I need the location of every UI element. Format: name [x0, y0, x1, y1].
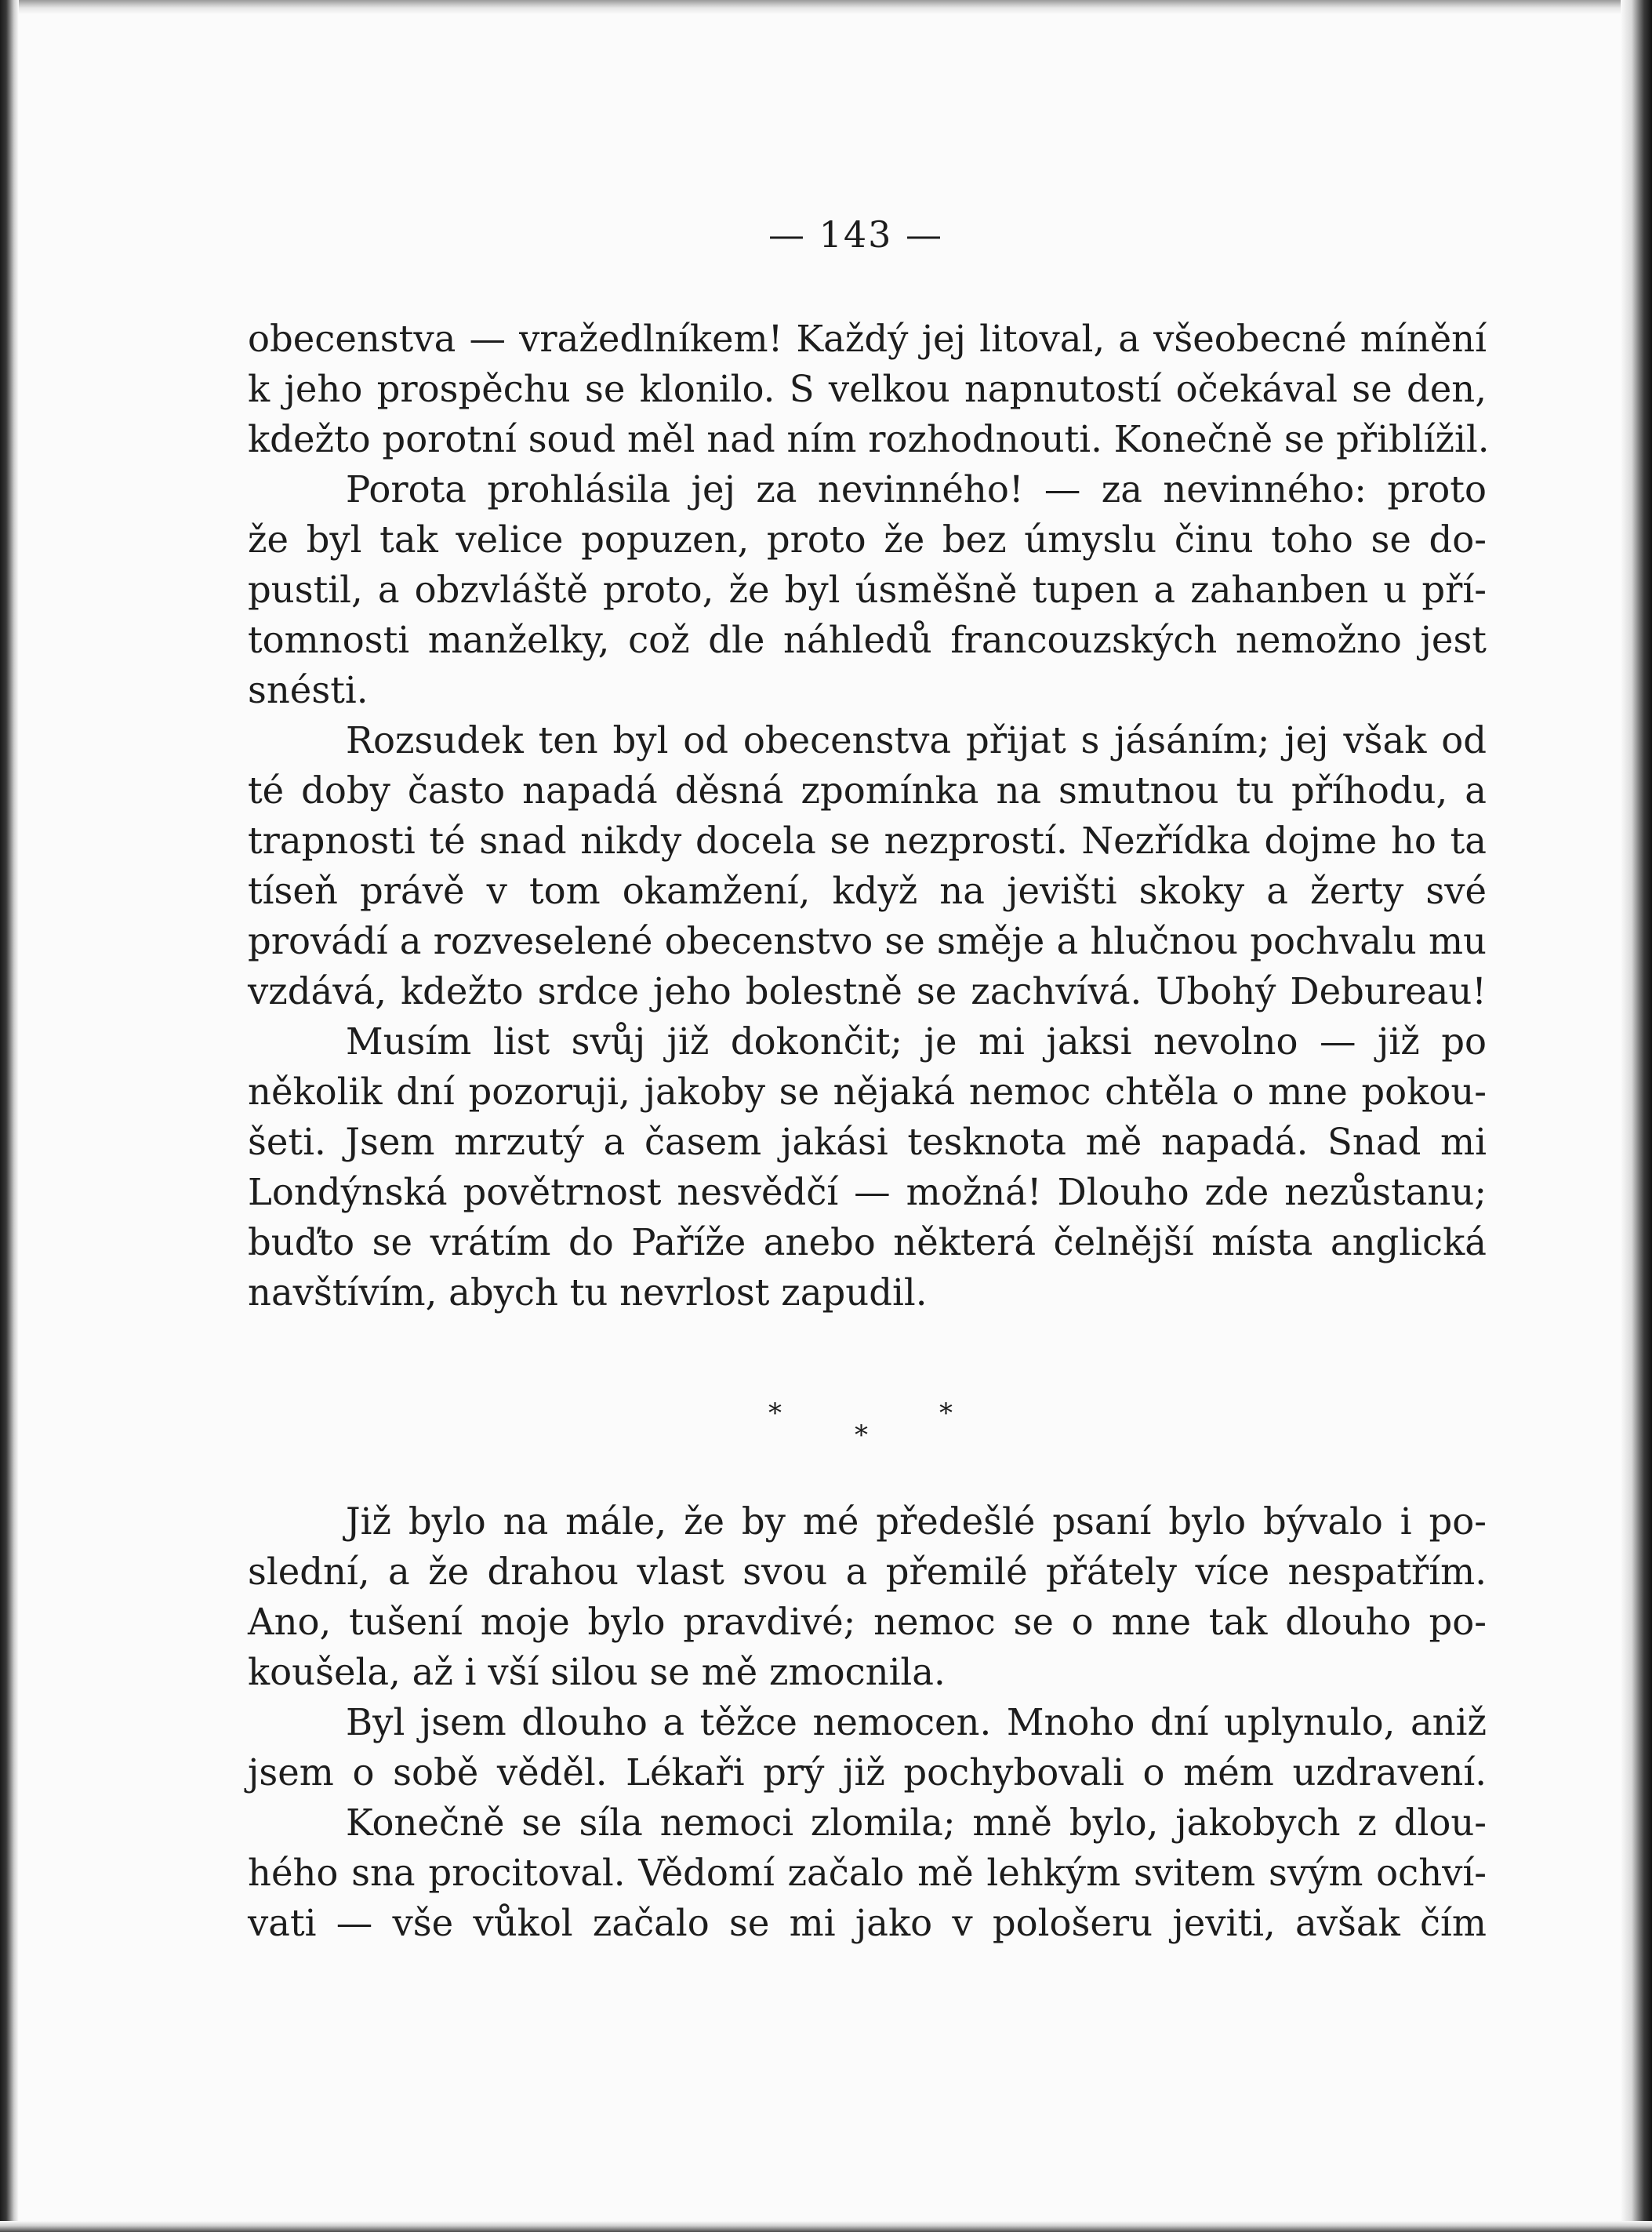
text-line: Musím list svůj již dokončit; je mi jaksi nevolno — již po: [346, 1020, 1487, 1063]
section-separator-asterisks: [761, 1398, 964, 1452]
text-line: Rozsudek ten byl od obecenstva přijat s jásáním; jej však od: [346, 719, 1487, 762]
text-line: vzdává, kdežto srdce jeho bolestně se zachvívá. Ubohý Debureau!: [248, 970, 1487, 1012]
text-line: šeti. Jsem mrzutý a časem jakási tesknota mě napadá. Snad mi: [248, 1121, 1487, 1163]
text-line: Byl jsem dlouho a těžce nemocen. Mnoho dní uplynulo, aniž: [346, 1701, 1487, 1743]
text-line: kdežto porotní soud měl nad ním rozhodnouti. Konečně se přiblížil.: [248, 418, 1490, 460]
text-line: koušela, až i vší silou se mě zmocnila.: [248, 1651, 946, 1693]
text-line: Porota prohlásila jej za nevinného! — za nevinného: proto: [346, 468, 1487, 511]
text-line: vati — vše vůkol začalo se mi jako v pološeru jeviti, avšak čím: [248, 1902, 1487, 1944]
text-line: trapnosti té snad nikdy docela se nezprostí. Nezřídka dojme ho ta: [248, 820, 1487, 862]
scan-edge-right: [1621, 0, 1652, 2232]
text-line: té doby často napadá děsná zpomínka na smutnou tu příhodu, a: [248, 769, 1487, 812]
text-line: navštívím, abych tu nevrlost zapudil.: [248, 1271, 928, 1314]
page-number: — 143 —: [768, 213, 944, 256]
scan-edge-bottom: [0, 2221, 1652, 2232]
asterisk-ornament: *: [768, 1398, 782, 1429]
text-line: několik dní pozoruji, jakoby se nějaká nemoc chtěla o mne pokou-: [248, 1071, 1487, 1113]
text-line: k jeho prospěchu se klonilo. S velkou napnutostí očekával se den,: [248, 368, 1487, 410]
asterisk-ornament: *: [939, 1398, 953, 1429]
text-line: že byl tak velice popuzen, proto že bez úmyslu činu toho se do-: [248, 518, 1487, 561]
text-line: obecenstva — vražedlníkem! Každý jej litoval, a všeobecné mínění: [248, 318, 1487, 360]
text-line: buďto se vrátím do Paříže anebo některá čelnější místa anglická: [248, 1221, 1487, 1263]
scan-edge-left: [0, 0, 19, 2232]
text-block-letter-end: [248, 314, 1490, 1318]
asterisk-ornament: *: [855, 1420, 868, 1451]
text-line: tíseň právě v tom okamžení, když na jevišti skoky a žerty své: [248, 870, 1487, 912]
text-line: Konečně se síla nemoci zlomila; mně bylo, jakobych z dlou-: [346, 1801, 1487, 1844]
text-line: tomnosti manželky, což dle náhledů francouzských nemožno jest: [248, 619, 1487, 661]
text-line: Již bylo na mále, že by mé předešlé psaní bylo bývalo i po-: [346, 1500, 1487, 1543]
text-line: snésti.: [248, 669, 369, 711]
text-line: hého sna procitoval. Vědomí začalo mě lehkým svitem svým ochví-: [248, 1852, 1487, 1894]
text-line: Ano, tušení moje bylo pravdivé; nemoc se o mne tak dlouho po-: [248, 1601, 1487, 1643]
text-block-new-letter: [248, 1496, 1487, 1948]
scan-edge-top: [0, 0, 1652, 14]
text-line: provádí a rozveselené obecenstvo se směje a hlučnou pochvalu mu: [248, 920, 1487, 962]
text-line: Londýnská povětrnost nesvědčí — možná! Dlouho zde nezůstanu;: [248, 1171, 1487, 1213]
text-line: jsem o sobě věděl. Lékaři prý již pochybovali o mém uzdravení.: [248, 1751, 1487, 1794]
text-line: slední, a že drahou vlast svou a přemilé přátely více nespatřím.: [248, 1550, 1487, 1593]
text-line: pustil, a obzvláště proto, že byl úsměšně tupen a zahanben u pří-: [248, 569, 1487, 611]
